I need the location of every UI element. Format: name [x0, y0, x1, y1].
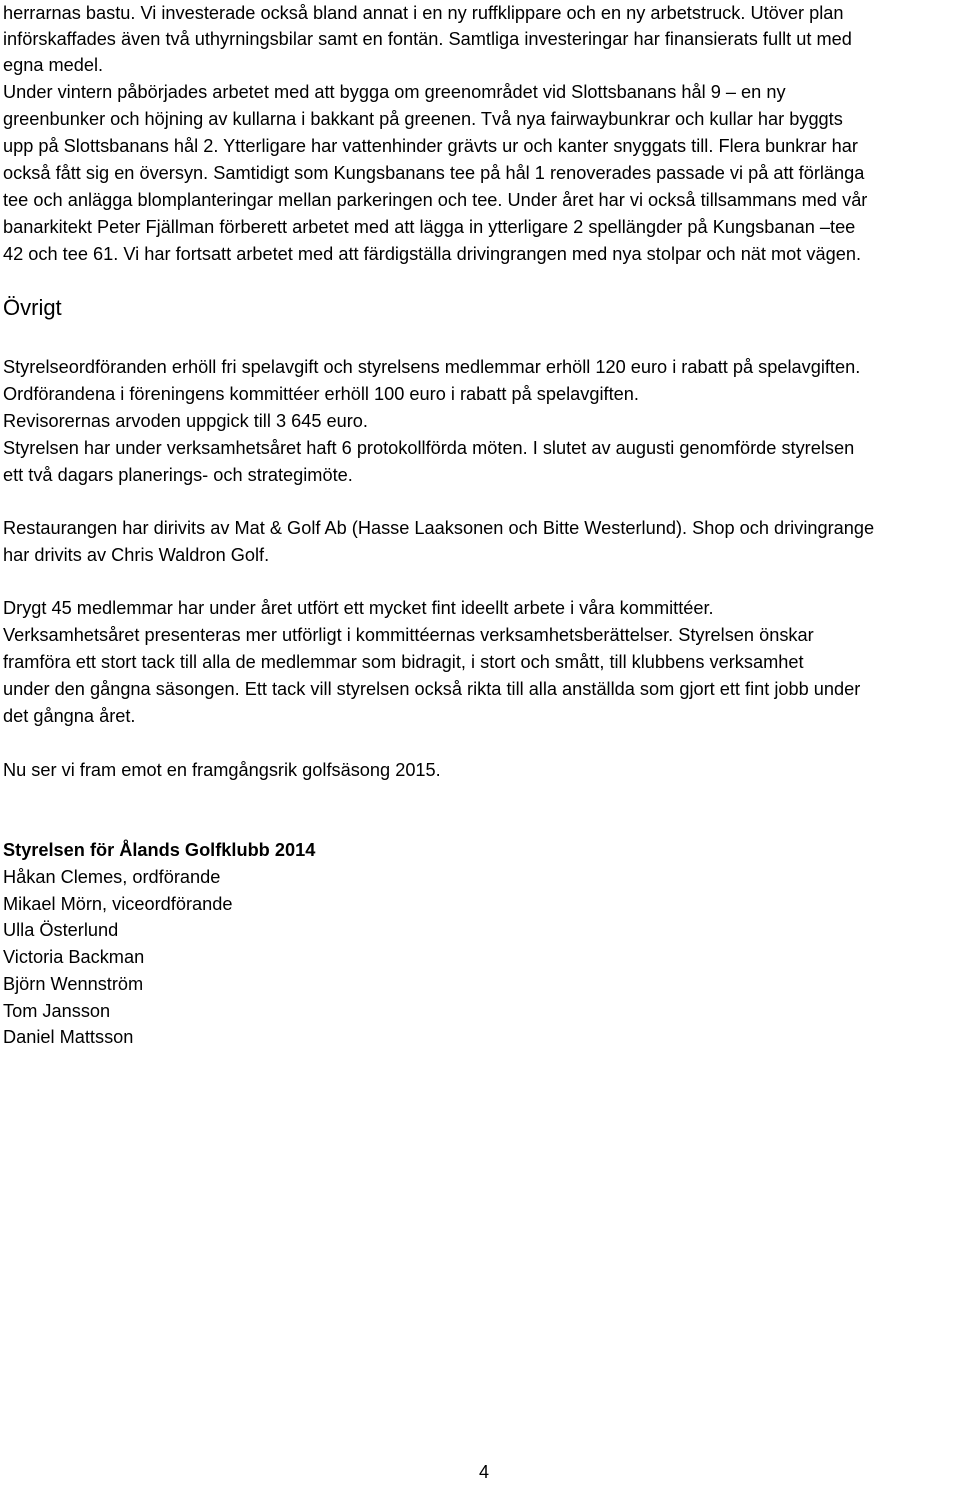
board-member: Björn Wennström	[3, 974, 144, 994]
board-title: Styrelsen för Ålands Golfklubb 2014	[3, 840, 316, 860]
text-line: också fått sig en översyn. Samtidigt som Kungsbanans tee på hål 1 renoverades passade vi på att förlänga	[3, 163, 865, 183]
board-member: Victoria Backman	[3, 947, 145, 967]
text-line: Revisorernas arvoden uppgick till 3 645 euro.	[3, 411, 368, 431]
text-line: 42 och tee 61. Vi har fortsatt arbetet med att färdigställa drivingrangen med nya stolpar och nät mot vägen.	[3, 244, 862, 264]
board-member: Tom Jansson	[3, 1001, 111, 1021]
page-number: 4	[478, 1462, 489, 1482]
text-line: tee och anlägga blomplanteringar mellan parkeringen och tee. Under året har vi också tillsammans med vår	[3, 190, 868, 210]
text-line: upp på Slottsbanans hål 2. Ytterligare har vattenhinder grävts ur och kanter snyggats till. Flera bunkrar har	[3, 136, 858, 156]
board-member: Ulla Österlund	[3, 920, 119, 940]
text-line: Styrelsen har under verksamhetsåret haft 6 protokollförda möten. I slutet av augusti genomförde styrelsen	[3, 438, 855, 458]
text-line: införskaffades även två uthyrningsbilar samt en fontän. Samtliga investeringar har finansierats fullt ut med	[3, 29, 852, 49]
section-heading-ovrigt: Övrigt	[3, 295, 62, 320]
text-line: Restaurangen har dirivits av Mat & Golf Ab (Hasse Laaksonen och Bitte Westerlund). Shop och drivingrange	[3, 518, 875, 538]
text-line: Verksamhetsåret presenteras mer utförligt i kommittéernas verksamhetsberättelser. Styrelsen önskar	[3, 625, 814, 645]
text-line: herrarnas bastu. Vi investerade också bland annat i en ny ruffklippare och en ny arbetstruck. Utöver plan	[3, 3, 844, 23]
board-member: Mikael Mörn, viceordförande	[3, 894, 233, 914]
closing-sentence: Nu ser vi fram emot en framgångsrik golfsäsong 2015.	[3, 760, 441, 780]
text-line: egna medel.	[3, 55, 104, 75]
text-line: Under vintern påbörjades arbetet med att bygga om greenområdet vid Slottsbanans hål 9 – en ny	[3, 82, 786, 102]
text-line: banarkitekt Peter Fjällman förberett arbetet med att lägga in ytterligare 2 spellängder på Kungsbanan –tee	[3, 217, 856, 237]
text-line: framföra ett stort tack till alla de medlemmar som bidragit, i stort och smått, till klubbens verksamhet	[3, 652, 804, 672]
text-line: greenbunker och höjning av kullarna i bakkant på greenen. Två nya fairwaybunkrar och kullar har byggts	[3, 109, 843, 129]
board-member: Håkan Clemes, ordförande	[3, 867, 221, 887]
text-line: det gångna året.	[3, 706, 136, 726]
text-line: har drivits av Chris Waldron Golf.	[3, 545, 270, 565]
text-line: Ordförandena i föreningens kommittéer erhöll 100 euro i rabatt på spelavgiften.	[3, 384, 639, 404]
board-member: Daniel Mattsson	[3, 1027, 134, 1047]
text-line: Drygt 45 medlemmar har under året utfört ett mycket fint ideellt arbete i våra kommittéer.	[3, 598, 714, 618]
text-line: Styrelseordföranden erhöll fri spelavgift och styrelsens medlemmar erhöll 120 euro i rabatt på spelavgiften.	[3, 357, 861, 377]
text-line: under den gångna säsongen. Ett tack vill styrelsen också rikta till alla anställda som gjort ett fint jobb under	[3, 679, 861, 699]
text-line: ett två dagars planerings- och strategimöte.	[3, 465, 353, 485]
